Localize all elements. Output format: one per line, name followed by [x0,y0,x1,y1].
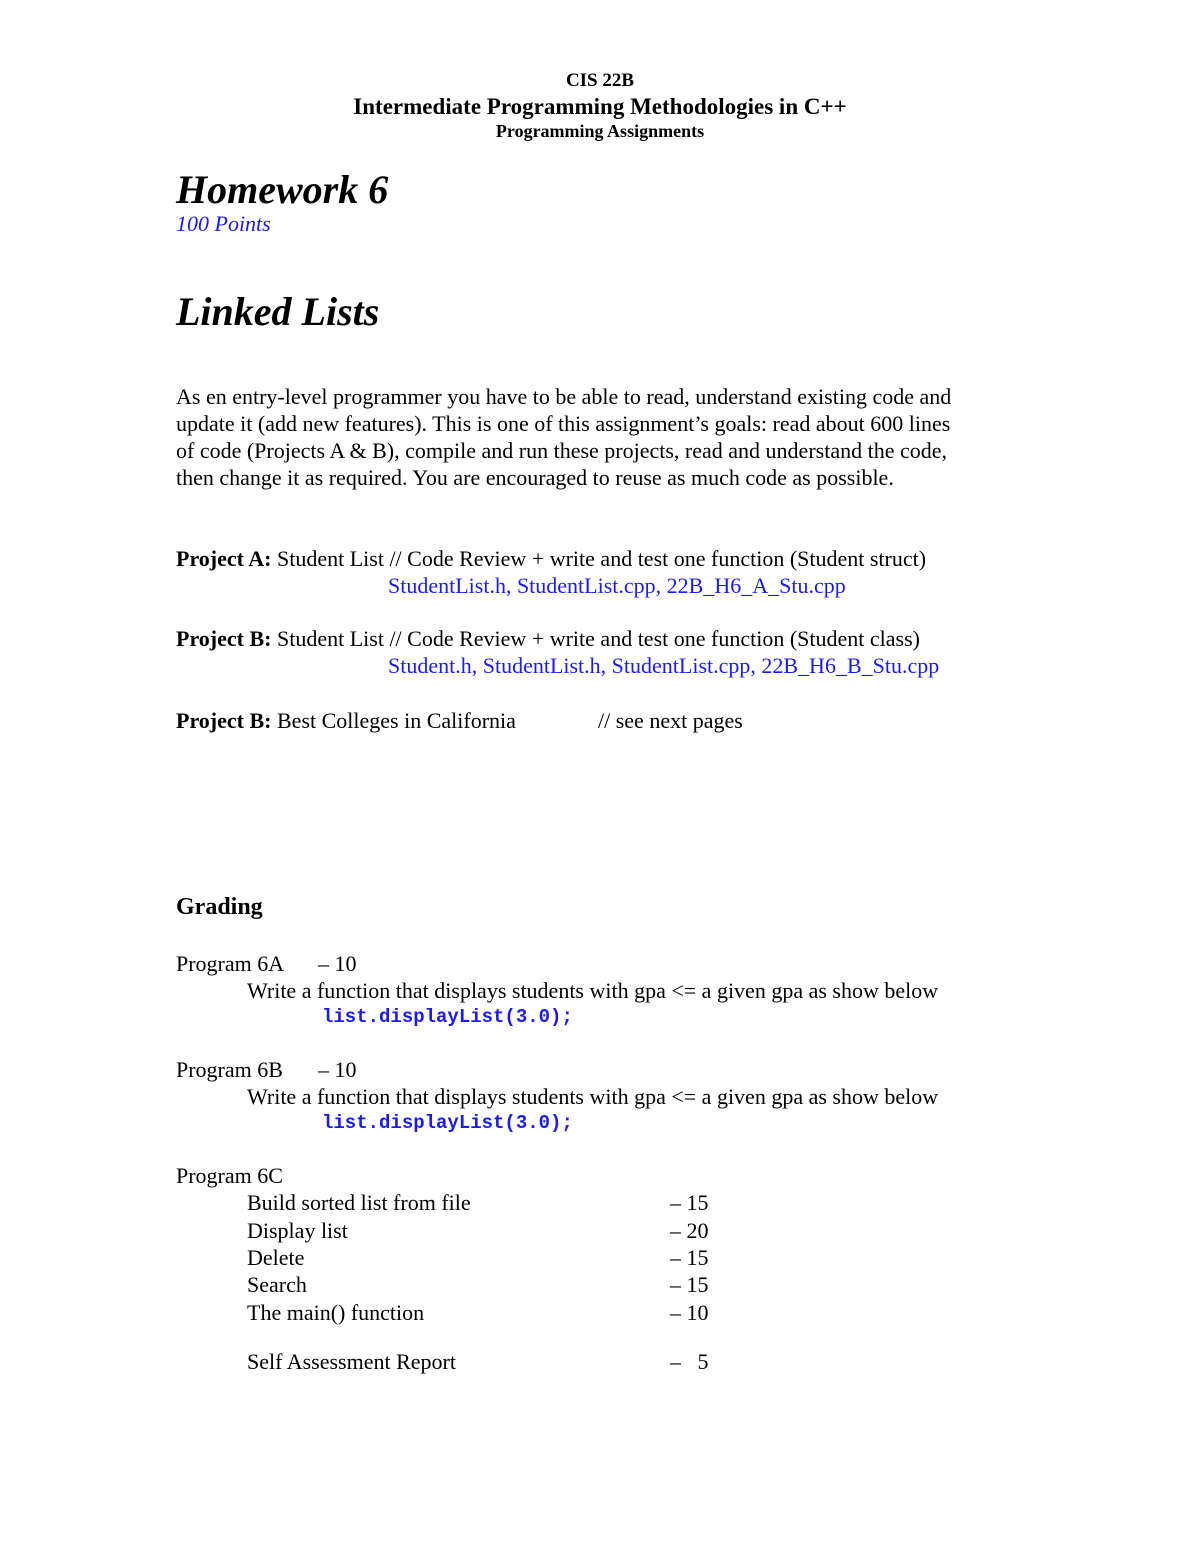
program-6c-label: Program 6C [176,1163,283,1188]
program-6b-label: Program 6B [176,1057,283,1082]
program-6a-desc: Write a function that displays students with gpa <= a given gpa as show below [247,978,939,1003]
project-c-note: // see next pages [598,708,743,733]
grading-item-points: – 15 [670,1190,709,1215]
grading-item-name: Display list [247,1218,348,1243]
intro-line: then change it as required. You are encouraged to reuse as much code as possible. [176,465,894,490]
grading-item-name: Search [247,1272,307,1297]
self-assessment-points: – 5 [670,1349,709,1374]
course-subtitle: Programming Assignments [495,121,705,141]
section-title: Linked Lists [176,289,380,334]
program-6a-code: list.displayList(3.0); [322,1006,573,1028]
project-b [176,626,920,652]
grading-item-points: – 20 [670,1218,709,1243]
project-label: Project A: [176,546,272,571]
project-desc: Best Colleges in California [277,708,516,733]
grading-item-name: The main() function [247,1300,425,1325]
project-a [176,546,926,572]
course-title: Intermediate Programming Methodologies in C++ [353,94,847,119]
intro-paragraph [176,383,951,491]
course-code: CIS 22B [565,70,635,91]
project-label: Project B: [176,708,272,733]
project-desc: Student List // Code Review + write and test one function (Student class) [277,626,920,651]
self-assessment-name: Self Assessment Report [247,1349,456,1374]
program-6b-code: list.displayList(3.0); [322,1112,573,1134]
intro-line: of code (Projects A & B), compile and run these projects, read and understand the code, [176,438,947,463]
homework-points: 100 Points [176,211,271,236]
project-desc: Student List // Code Review + write and test one function (Student struct) [277,546,927,571]
intro-line: As en entry-level programmer you have to be able to read, understand existing code and [176,384,952,409]
grading-title: Grading [176,894,263,920]
grading-item-points: – 15 [670,1245,709,1270]
grading-item-name: Delete [247,1245,305,1270]
grading-item-points: – 15 [670,1272,709,1297]
project-c [176,708,516,734]
grading-item-points: – 10 [670,1300,709,1325]
program-6a-label: Program 6A [176,951,285,976]
grading-item-name: Build sorted list from file [247,1190,471,1215]
program-6a-points: – 10 [318,951,357,976]
homework-title: Homework 6 [176,167,389,212]
project-a-files: StudentList.h, StudentList.cpp, 22B_H6_A_Stu.cpp [388,573,846,598]
project-label: Project B: [176,626,272,651]
project-b-files: Student.h, StudentList.h, StudentList.cpp, 22B_H6_B_Stu.cpp [388,653,940,678]
program-6b-desc: Write a function that displays students with gpa <= a given gpa as show below [247,1084,939,1109]
program-6b-points: – 10 [318,1057,357,1082]
intro-line: update it (add new features). This is one of this assignment’s goals: read about 600 lines [176,411,951,436]
